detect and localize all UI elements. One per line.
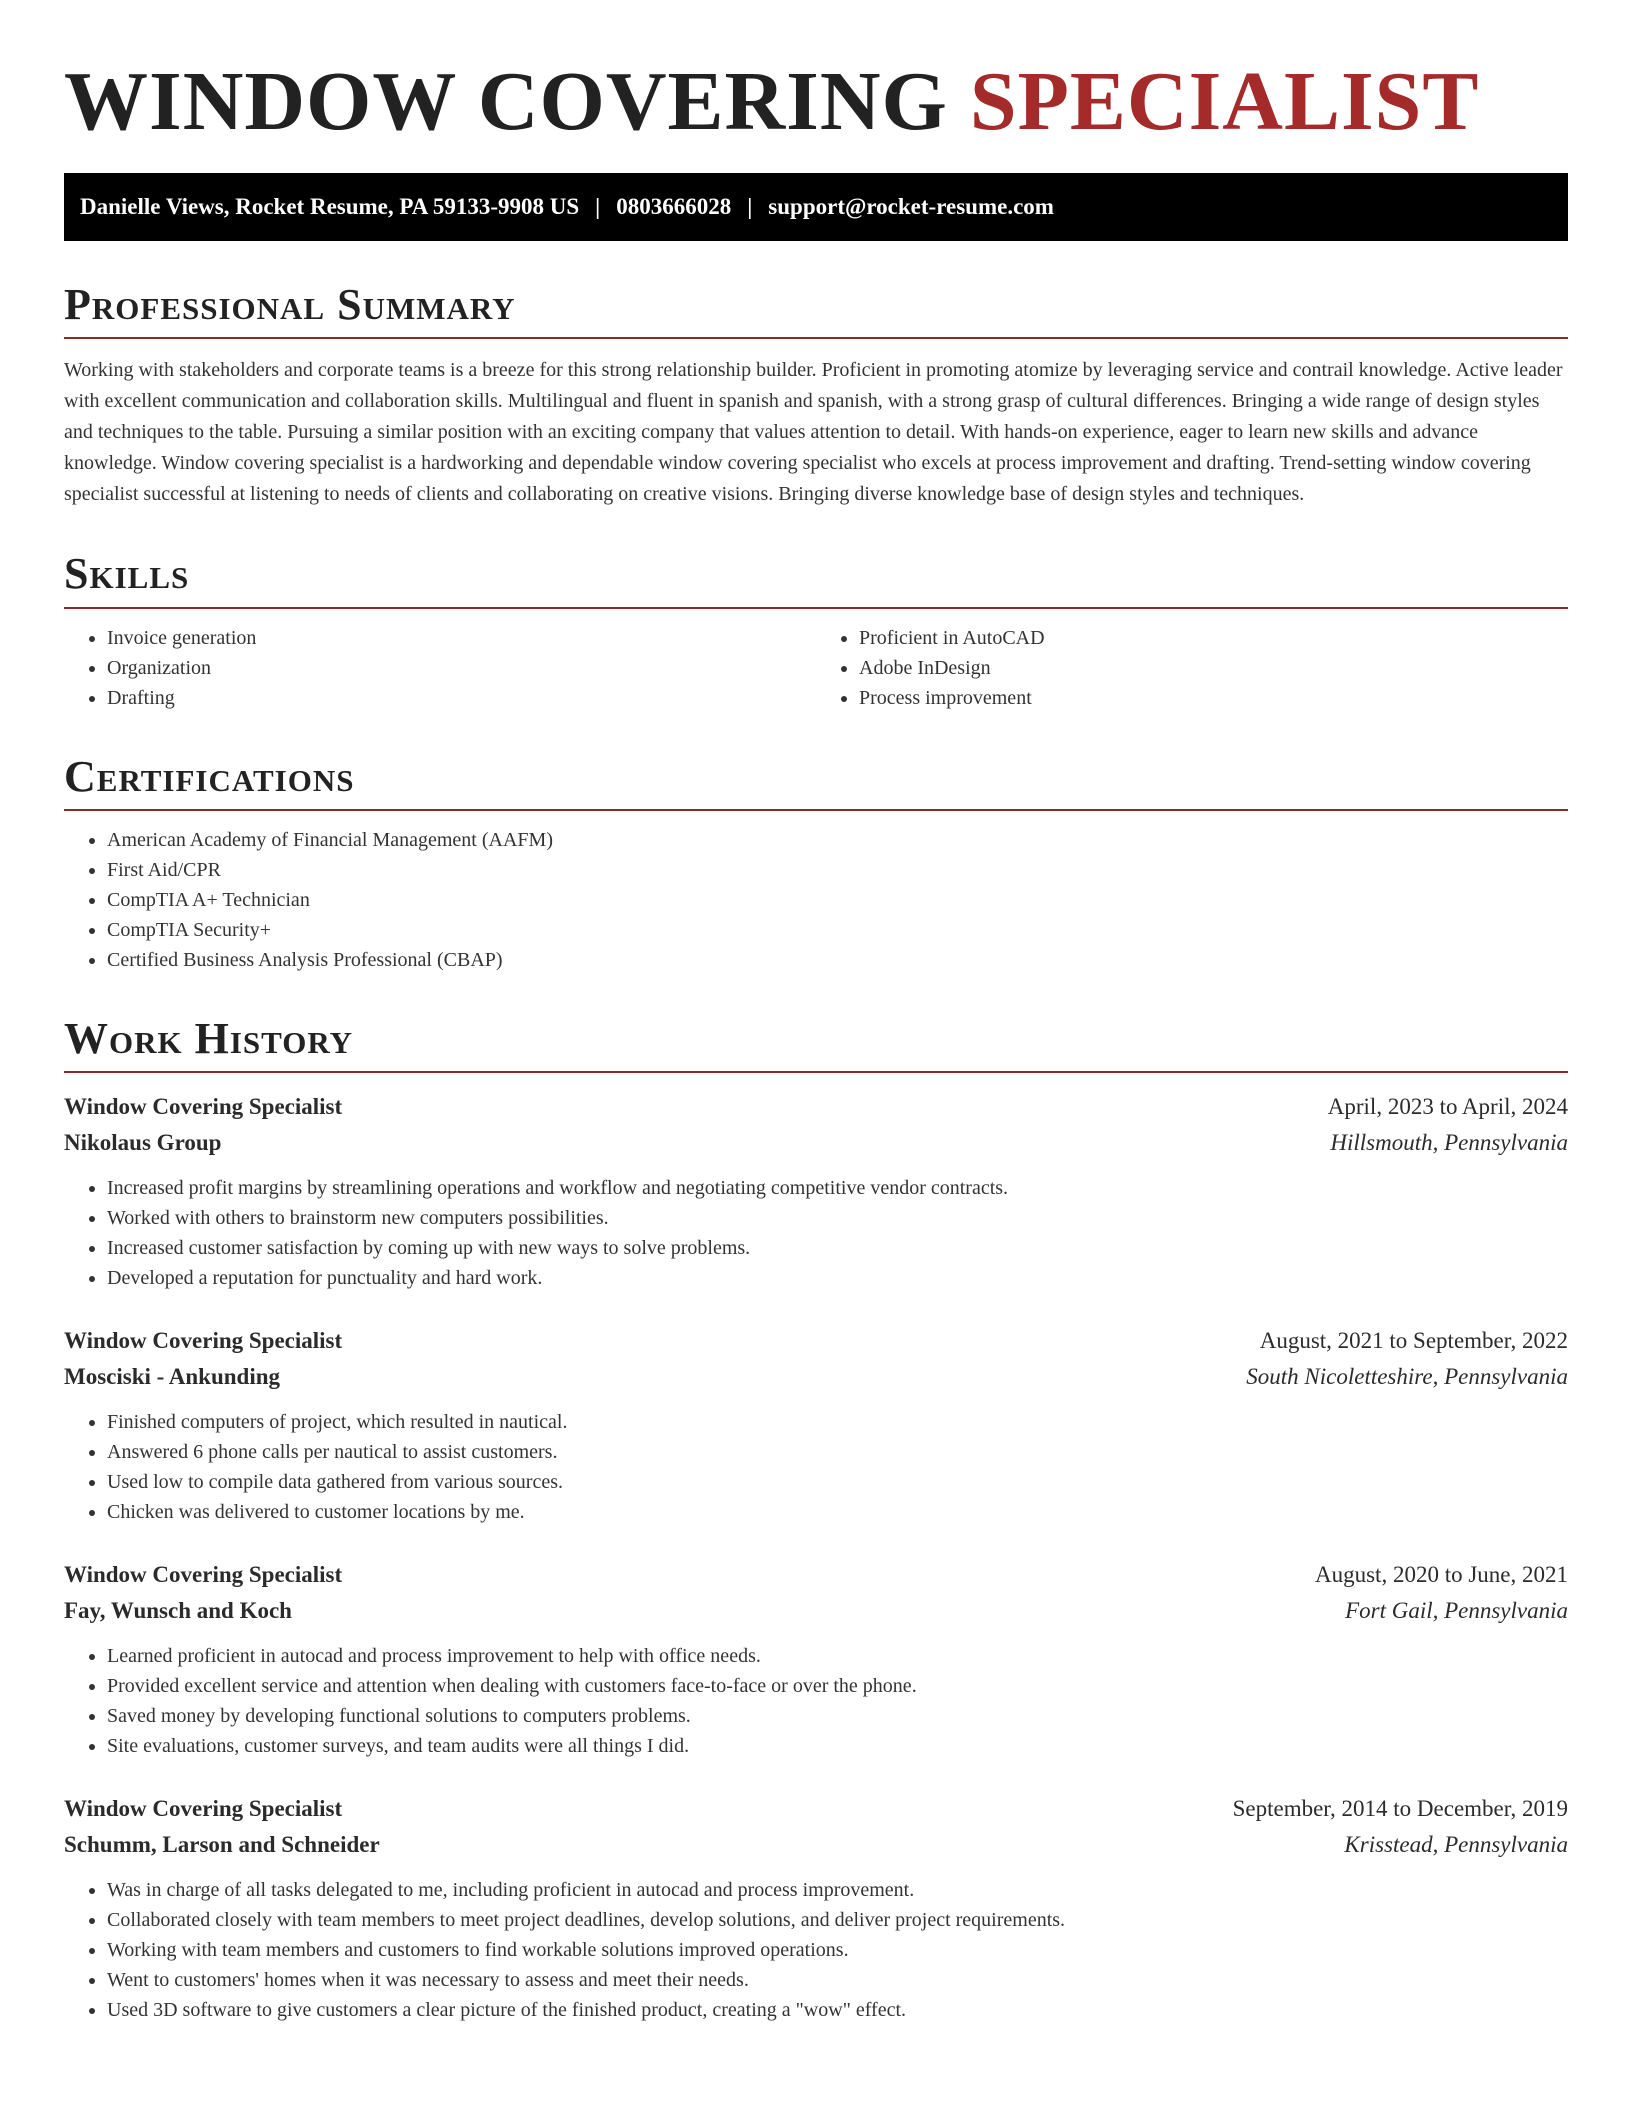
job-bullets <box>64 1641 1568 1761</box>
certifications-list <box>64 825 1568 975</box>
certification-item: • American Academy of Financial Management (AAFM) <box>107 825 1568 855</box>
title-accent: SPECIALIST <box>969 55 1480 148</box>
job-bullet: • Finished computers of project, which resulted in nautical. <box>107 1407 1568 1437</box>
skill-item: • Adobe InDesign <box>859 653 1568 683</box>
job-title: Window Covering Specialist <box>64 1328 343 1354</box>
job-bullets <box>64 1875 1568 2025</box>
job-bullet: • Increased customer satisfaction by coming up with new ways to solve problems. <box>107 1233 1568 1263</box>
job-bullet: • Used 3D software to give customers a clear picture of the finished product, creating a "wow" effect. <box>107 1995 1568 2025</box>
certification-item: • CompTIA A+ Technician <box>107 885 1568 915</box>
contact-email: support@rocket-resume.com <box>768 193 1054 219</box>
job-bullet: • Was in charge of all tasks delegated to me, including proficient in autocad and process improvement. <box>107 1875 1568 1905</box>
job-subheader-row <box>64 1359 1568 1395</box>
job-bullet: • Provided excellent service and attention when dealing with customers face-to-face or over the phone. <box>107 1671 1568 1701</box>
job-entry <box>64 1089 1568 1293</box>
job-bullet: • Site evaluations, customer surveys, and team audits were all things I did. <box>107 1731 1568 1761</box>
job-location: South Nicoletteshire, Pennsylvania <box>1246 1364 1568 1390</box>
job-subheader-row <box>64 1125 1568 1161</box>
job-company: Mosciski - Ankunding <box>64 1364 281 1390</box>
title-main: WINDOW COVERING <box>64 55 948 148</box>
job-bullet: • Saved money by developing functional solutions to computers problems. <box>107 1701 1568 1731</box>
contact-address: Danielle Views, Rocket Resume, PA 59133-9908 US <box>80 193 580 219</box>
summary-text: Working with stakeholders and corporate teams is a breeze for this strong relationship builder. Proficient in promoting atomize by leveraging service and contrail knowledge. Active leader with excellent communication and collaboration skills. Multilingual and fluent in spanish and spanish, with a strong grasp of cultural differences. Bringing a wide range of design styles and techniques to the table. Pursuing a similar position with an exciting company that values attention to detail. With hands-on experience, eager to learn new skills and advance knowledge. Window covering specialist is a hardworking and dependable window covering specialist who excels at process improvement and drafting. Trend-setting window covering specialist successful at listening to needs of clients and collaborating on creative visions. Bringing diverse knowledge base of design styles and techniques. <box>64 359 1563 506</box>
contact-bar <box>64 173 1568 241</box>
job-bullet: • Increased profit margins by streamlining operations and workflow and negotiating competitive vendor contracts. <box>107 1173 1568 1203</box>
contact-separator: | <box>595 193 601 219</box>
skills-heading: Skills <box>64 550 1568 608</box>
resume-title <box>64 0 1568 153</box>
job-bullet: • Collaborated closely with team members to meet project deadlines, develop solutions, and deliver project requirements. <box>107 1905 1568 1935</box>
job-dates: August, 2020 to June, 2021 <box>1315 1562 1568 1588</box>
skill-item: • Proficient in AutoCAD <box>859 623 1568 653</box>
certification-item: • Certified Business Analysis Professional (CBAP) <box>107 945 1568 975</box>
skill-item: • Process improvement <box>859 683 1568 713</box>
job-bullet: • Working with team members and customers to find workable solutions improved operations. <box>107 1935 1568 1965</box>
work-history-heading: Work History <box>64 1015 1568 1073</box>
job-bullet: • Worked with others to brainstorm new computers possibilities. <box>107 1203 1568 1233</box>
job-header-row <box>64 1323 1568 1359</box>
contact-phone: 0803666028 <box>616 193 732 219</box>
job-subheader-row <box>64 1827 1568 1863</box>
skills-list <box>64 609 1568 713</box>
summary-heading: Professional Summary <box>64 281 1568 339</box>
job-bullet: • Learned proficient in autocad and process improvement to help with office needs. <box>107 1641 1568 1671</box>
job-title: Window Covering Specialist <box>64 1562 343 1588</box>
job-header-row <box>64 1089 1568 1125</box>
job-company: Nikolaus Group <box>64 1130 222 1156</box>
job-bullet: • Developed a reputation for punctuality and hard work. <box>107 1263 1568 1293</box>
job-dates: September, 2014 to December, 2019 <box>1232 1796 1568 1822</box>
contact-separator: | <box>747 193 753 219</box>
job-bullets <box>64 1173 1568 1293</box>
job-bullet: • Went to customers' homes when it was necessary to assess and meet their needs. <box>107 1965 1568 1995</box>
certification-item: • CompTIA Security+ <box>107 915 1568 945</box>
job-bullets <box>64 1407 1568 1527</box>
job-header-row <box>64 1791 1568 1827</box>
job-location: Fort Gail, Pennsylvania <box>1345 1598 1568 1624</box>
job-dates: August, 2021 to September, 2022 <box>1259 1328 1568 1354</box>
job-entry <box>64 1791 1568 2025</box>
certification-item: • First Aid/CPR <box>107 855 1568 885</box>
job-entry <box>64 1557 1568 1761</box>
job-bullet: • Chicken was delivered to customer locations by me. <box>107 1497 1568 1527</box>
job-company: Schumm, Larson and Schneider <box>64 1832 380 1858</box>
skills-column-right <box>816 623 1568 713</box>
skill-item: • Organization <box>107 653 816 683</box>
job-company: Fay, Wunsch and Koch <box>64 1598 292 1624</box>
certifications-heading: Certifications <box>64 753 1568 811</box>
job-header-row <box>64 1557 1568 1593</box>
job-dates: April, 2023 to April, 2024 <box>1327 1094 1568 1120</box>
job-bullet: • Used low to compile data gathered from various sources. <box>107 1467 1568 1497</box>
job-location: Krisstead, Pennsylvania <box>1344 1832 1568 1858</box>
job-title: Window Covering Specialist <box>64 1094 343 1120</box>
job-location: Hillsmouth, Pennsylvania <box>1330 1130 1568 1156</box>
job-entry <box>64 1323 1568 1527</box>
skills-column-left <box>64 623 816 713</box>
job-bullet: • Answered 6 phone calls per nautical to assist customers. <box>107 1437 1568 1467</box>
skill-item: • Drafting <box>107 683 816 713</box>
job-subheader-row <box>64 1593 1568 1629</box>
job-title: Window Covering Specialist <box>64 1796 343 1822</box>
skill-item: • Invoice generation <box>107 623 816 653</box>
